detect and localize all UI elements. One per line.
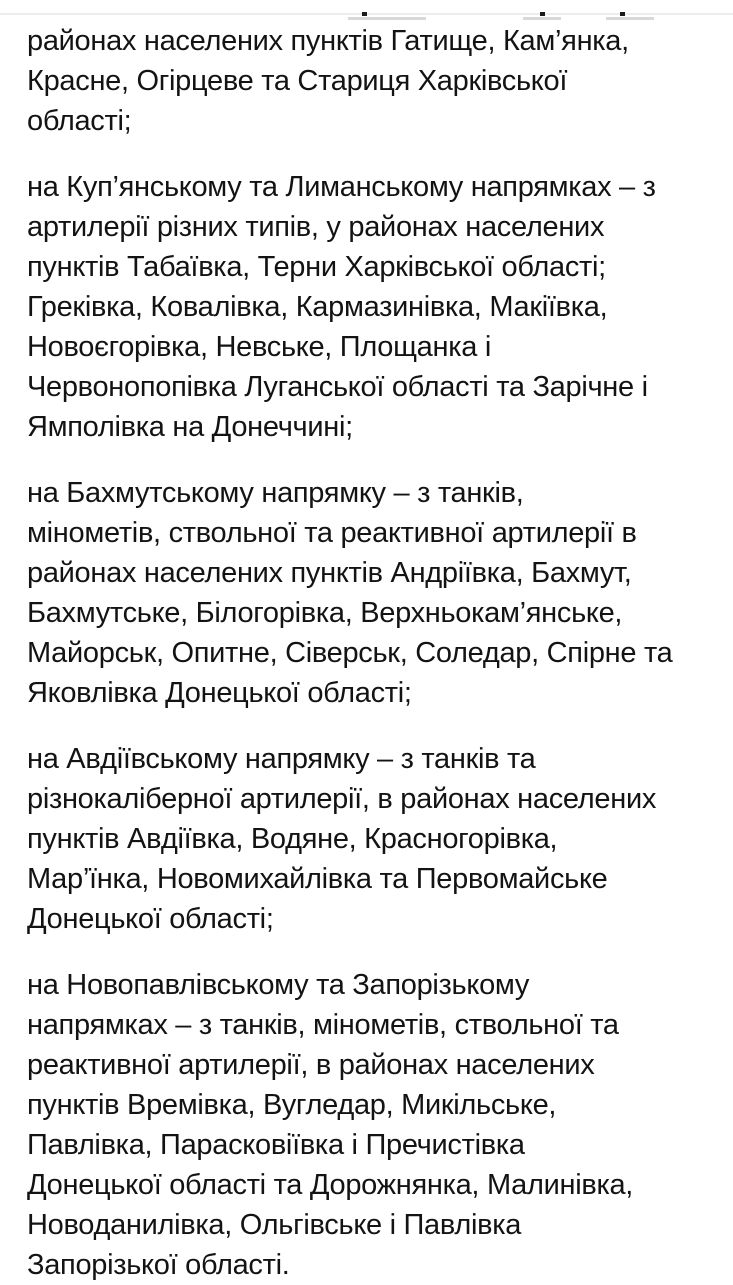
text-line: Червонопопівка Луганської області та Зарічне і (27, 371, 648, 403)
text-line: різнокаліберної артилерії, в районах населених (27, 783, 657, 815)
text-line: області; (27, 105, 132, 137)
paragraph (27, 473, 717, 713)
text-line: Запорізької області. (27, 1249, 290, 1281)
text-line: Красне, Огірцеве та Стариця Харківської (27, 65, 568, 97)
text-line: пунктів Авдіївка, Водяне, Красногорівка, (27, 823, 558, 855)
clipped-glyph-smudge (348, 17, 426, 20)
text-line: на Бахмутському напрямку – з танків, (27, 477, 524, 509)
text-line: районах населених пунктів Гатище, Кам’янка, (27, 25, 629, 57)
document-body (27, 21, 717, 1285)
clipped-glyph-mark (540, 12, 545, 16)
clipped-glyph-mark (620, 12, 625, 16)
text-line: Ямполівка на Донеччині; (27, 411, 353, 443)
text-line: районах населених пунктів Андріївка, Бахмут, (27, 557, 632, 589)
text-line: Донецької області та Дорожнянка, Малинівка, (27, 1169, 634, 1201)
paragraph (27, 167, 717, 447)
text-line: Яковлівка Донецької області; (27, 677, 412, 709)
paragraph (27, 965, 717, 1285)
text-line: Новоєгорівка, Невське, Площанка і (27, 331, 491, 363)
clipped-glyph-mark (362, 12, 367, 16)
text-line: пунктів Табаївка, Терни Харківської області; (27, 251, 606, 283)
text-line: Павлівка, Парасковіївка і Пречистівка (27, 1129, 525, 1161)
paragraph (27, 21, 717, 141)
text-line: на Куп’янському та Лиманському напрямках – з (27, 171, 656, 203)
text-line: Бахмутське, Білогорівка, Верхньокам’янське, (27, 597, 623, 629)
text-line: напрямках – з танків, мінометів, ствольної та (27, 1009, 619, 1041)
clipped-previous-line (0, 0, 733, 22)
text-line: Мар’їнка, Новомихайлівка та Первомайське (27, 863, 608, 895)
text-line: Новоданилівка, Ольгівське і Павлівка (27, 1209, 522, 1241)
text-line: Майорськ, Опитне, Сіверськ, Соледар, Спірне та (27, 637, 673, 669)
text-line: на Новопавлівському та Запорізькому (27, 969, 530, 1001)
clipped-glyph-smudge (523, 17, 561, 20)
text-line: мінометів, ствольної та реактивної артилерії в (27, 517, 637, 549)
text-line: Греківка, Ковалівка, Кармазинівка, Макіївка, (27, 291, 608, 323)
text-line: артилерії різних типів, у районах населених (27, 211, 605, 243)
clipped-glyph-smudge (606, 17, 654, 20)
paragraph (27, 739, 717, 939)
text-line: на Авдіївському напрямку – з танків та (27, 743, 536, 775)
text-line: пунктів Времівка, Вугледар, Микільське, (27, 1089, 557, 1121)
text-line: Донецької області; (27, 903, 274, 935)
text-line: реактивної артилерії, в районах населених (27, 1049, 595, 1081)
